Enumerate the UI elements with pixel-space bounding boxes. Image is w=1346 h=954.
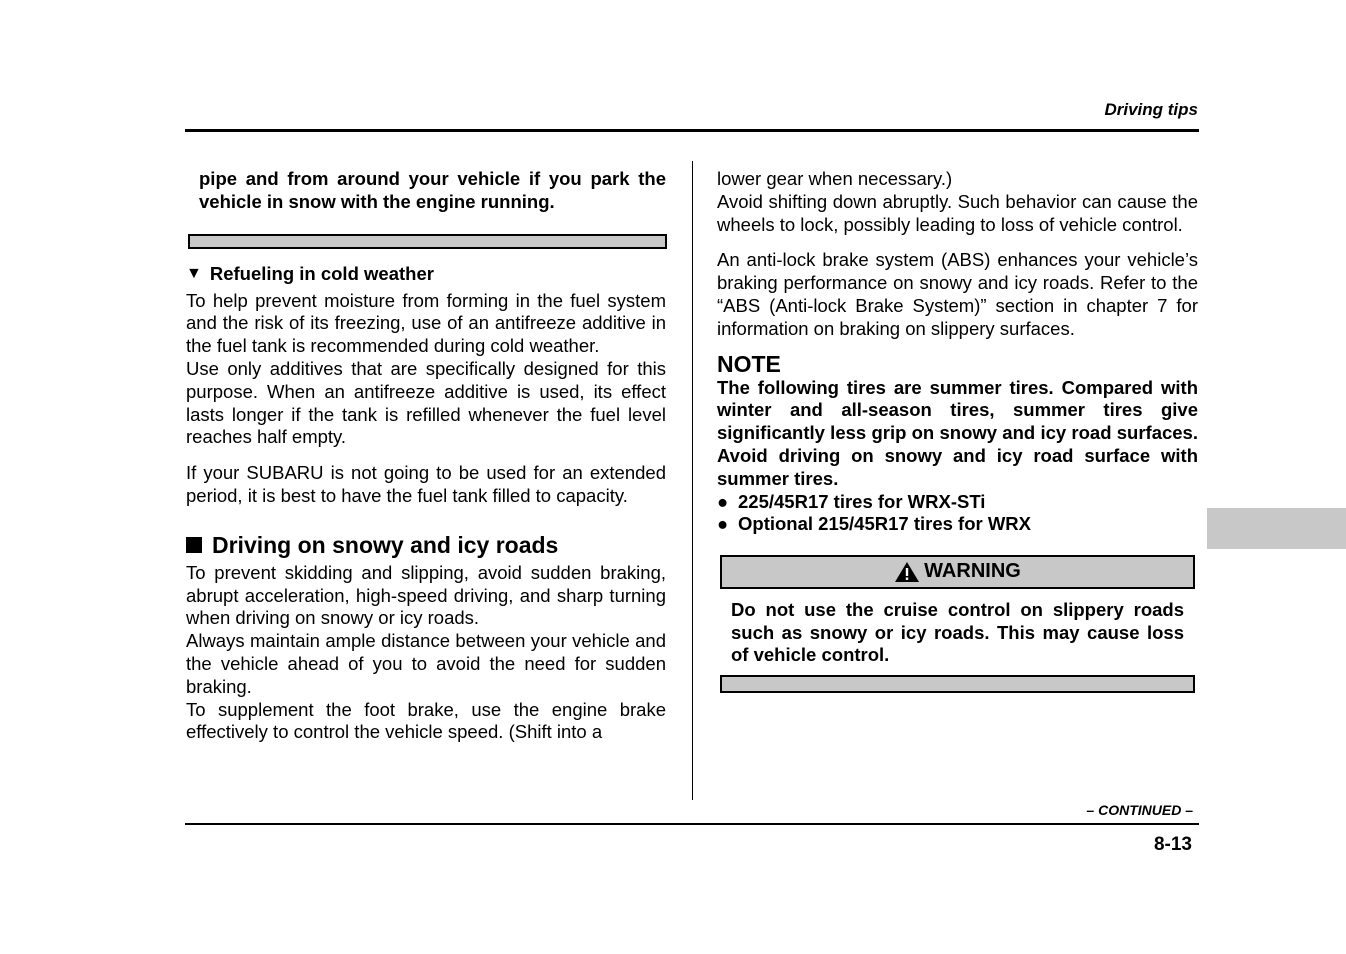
left-column <box>186 168 666 744</box>
warning-header <box>720 555 1195 589</box>
right-column <box>717 168 1198 693</box>
abs-paragraph: An anti-lock brake system (ABS) enhances your vehicle’s braking performance on snowy and icy roads. Refer to the “ABS (Anti-lock Brake System)” section in chapter 7 for information on braking on slippery surfaces. <box>717 249 1198 339</box>
warning-body <box>717 589 1198 667</box>
refuel-paragraph-1: To help prevent moisture from forming in the fuel system and the risk of its freezing, use of an antifreeze additive in the fuel tank is recommended during cold weather. <box>186 289 666 357</box>
continued-label: – CONTINUED – <box>1086 802 1193 818</box>
page-number: 8-13 <box>1153 834 1192 855</box>
warning-end-bar <box>188 234 667 249</box>
warning-triangle-icon <box>894 561 920 583</box>
carryover-warning-text: pipe and from around your vehicle if you park the vehicle in snow with the engine running. <box>199 168 666 212</box>
black-square-icon <box>186 537 202 553</box>
warning-label: WARNING <box>924 560 1021 583</box>
bullet-icon: ● <box>717 513 729 535</box>
warning-text: Do not use the cruise control on slippery roads such as snowy or icy roads. This may cause loss of vehicle control. <box>731 598 1184 666</box>
snow-paragraph-3: To supplement the foot brake, use the engine brake effectively to control the vehicle speed. (Shift into a <box>186 698 666 743</box>
footer-rule <box>185 823 1199 825</box>
note-text: The following tires are summer tires. Compared with winter and all-season tires, summer tires give significantly less grip on snowy and icy road surfaces. Avoid driving on snowy and icy road surface with summer tires. <box>717 376 1198 489</box>
header-rule <box>185 129 1199 132</box>
snow-heading <box>186 530 666 560</box>
list-item: ● Optional 215/45R17 tires for WRX <box>717 513 1032 535</box>
refuel-heading-text: Refueling in cold weather <box>209 262 434 284</box>
note-title: NOTE <box>717 350 781 377</box>
down-triangle-icon: ▼ <box>186 264 202 282</box>
refuel-paragraph-3: If your SUBARU is not going to be used for an extended period, it is best to have the fuel tank filled to capacity. <box>186 462 666 506</box>
refuel-heading <box>186 263 666 285</box>
warning-end-bar <box>720 675 1195 693</box>
snow-paragraph-4: Avoid shifting down abruptly. Such behavior can cause the wheels to lock, possibly leading to loss of vehicle control. <box>717 190 1198 235</box>
column-divider <box>692 161 693 800</box>
chapter-tab <box>1207 508 1346 549</box>
refuel-paragraph-2: Use only additives that are specifically designed for this purpose. When an antifreeze additive is used, its effect lasts longer if the tank is refilled whenever the fuel level reaches half empty. <box>186 357 666 448</box>
snow-paragraph-3-continued: lower gear when necessary.) <box>717 168 953 189</box>
snow-paragraph-2: Always maintain ample distance between your vehicle and the vehicle ahead of you to avoid the need for sudden braking. <box>186 630 666 697</box>
snow-paragraph-1: To prevent skidding and slipping, avoid sudden braking, abrupt acceleration, high-speed driving, and sharp turning when driving on snowy or icy roads. <box>186 561 666 629</box>
bullet-icon: ● <box>717 490 729 512</box>
snow-heading-text: Driving on snowy and icy roads <box>212 531 559 558</box>
note-list <box>717 491 1198 536</box>
header-section-title: Driving tips <box>1104 100 1198 119</box>
list-item: ● 225/45R17 tires for WRX-STi <box>717 490 986 512</box>
